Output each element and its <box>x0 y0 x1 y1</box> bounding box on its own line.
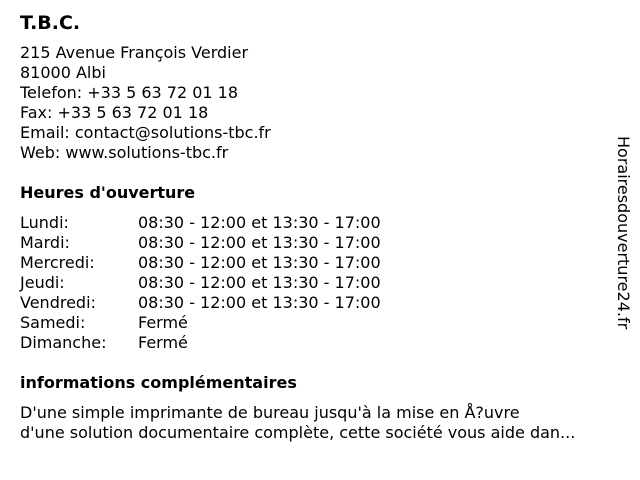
additional-info-heading: informations complémentaires <box>20 373 297 392</box>
address-city: 81000 Albi <box>20 63 106 82</box>
hours-time: Fermé <box>138 313 188 332</box>
hours-time: Fermé <box>138 333 188 352</box>
hours-time: 08:30 - 12:00 et 13:30 - 17:00 <box>138 233 381 252</box>
opening-hours-table <box>20 213 381 353</box>
hours-row <box>20 293 381 313</box>
hours-day: Dimanche: <box>20 333 107 352</box>
description-line: d'une solution documentaire complète, cette société vous aide dan... <box>20 423 576 442</box>
hours-time: 08:30 - 12:00 et 13:30 - 17:00 <box>138 273 381 292</box>
hours-row <box>20 233 381 253</box>
opening-hours-heading: Heures d'ouverture <box>20 183 196 202</box>
hours-row <box>20 313 381 333</box>
hours-day: Mardi: <box>20 233 70 252</box>
site-watermark: Horairesdouverture24.fr <box>614 136 633 330</box>
email-line: Email: contact@solutions-tbc.fr <box>20 123 271 142</box>
hours-day: Lundi: <box>20 213 69 232</box>
hours-row <box>20 273 381 293</box>
fax-line: Fax: +33 5 63 72 01 18 <box>20 103 209 122</box>
hours-time: 08:30 - 12:00 et 13:30 - 17:00 <box>138 253 381 272</box>
company-name: T.B.C. <box>20 12 81 34</box>
contact-block <box>20 43 271 163</box>
address-street: 215 Avenue François Verdier <box>20 43 249 62</box>
description-line: D'une simple imprimante de bureau jusqu'à la mise en Å?uvre <box>20 403 520 422</box>
company-description <box>20 403 620 443</box>
hours-day: Jeudi: <box>20 273 65 292</box>
hours-day: Samedi: <box>20 313 86 332</box>
phone-line: Telefon: +33 5 63 72 01 18 <box>20 83 239 102</box>
hours-time: 08:30 - 12:00 et 13:30 - 17:00 <box>138 213 381 232</box>
web-line: Web: www.solutions-tbc.fr <box>20 143 229 162</box>
hours-row <box>20 213 381 233</box>
hours-day: Vendredi: <box>20 293 96 312</box>
hours-row <box>20 253 381 273</box>
hours-day: Mercredi: <box>20 253 95 272</box>
hours-time: 08:30 - 12:00 et 13:30 - 17:00 <box>138 293 381 312</box>
hours-row <box>20 333 381 353</box>
